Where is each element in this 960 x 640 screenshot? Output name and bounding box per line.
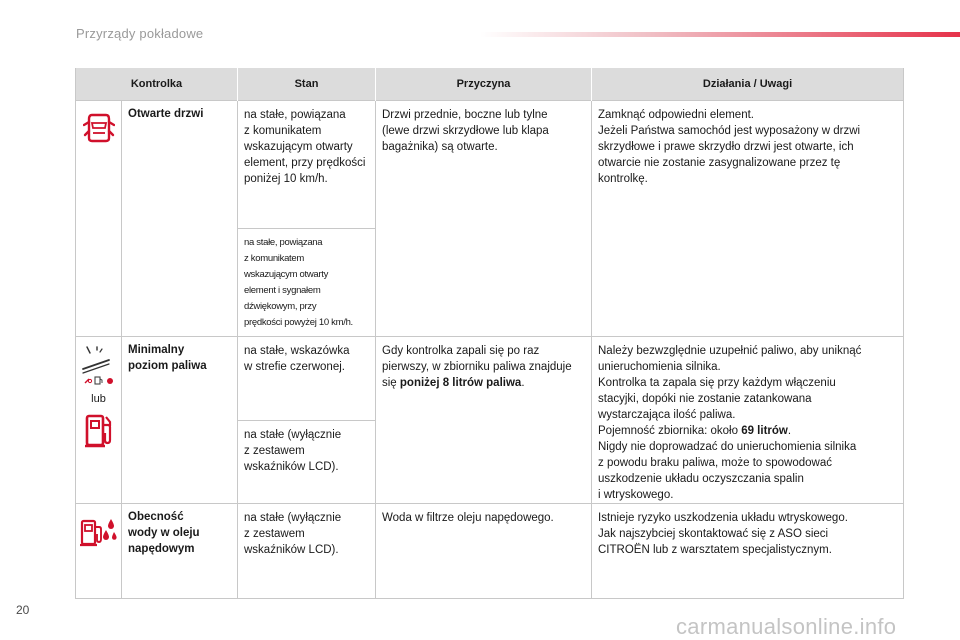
water-in-diesel-icon	[79, 516, 119, 548]
text-line: Obecność	[128, 510, 184, 523]
column-header-stan: Stan	[238, 68, 376, 100]
text-line: Gdy kontrolka zapali się po raz	[382, 344, 540, 357]
text-fragment: .	[521, 376, 525, 389]
row-action-water-in-diesel	[592, 503, 904, 598]
warning-lights-table	[75, 68, 904, 599]
text-line: Drzwi przednie, boczne lub tylne	[382, 108, 548, 121]
text-line	[598, 423, 897, 439]
text-line: prędkości powyżej 10 km/h.	[244, 316, 353, 328]
text-line	[382, 375, 585, 391]
table-row-low-fuel	[76, 336, 904, 421]
text-line: wskaźników LCD).	[244, 543, 339, 556]
text-line: wskazującym otwarty	[244, 140, 353, 153]
text-line: pierwszy, w zbiorniku paliwa znajduje	[382, 360, 572, 373]
text-line: poziom paliwa	[128, 359, 207, 372]
text-line: na stałe, powiązana	[244, 108, 346, 121]
text-line: Nigdy nie doprowadzać do unieruchomienia silnika	[598, 440, 857, 453]
text-line: stacyjki, dopóki nie zostanie zatankowana	[598, 392, 812, 405]
text-line: Jeżeli Państwa samochód jest wyposażony w drzwi	[598, 124, 861, 137]
fuel-gauge-icon	[79, 343, 119, 387]
text-line: Woda w filtrze oleju napędowego.	[382, 511, 554, 524]
text-line: CITROËN lub z warsztatem specjalistycznym.	[598, 543, 832, 556]
text-line: i wtryskowego.	[598, 488, 674, 501]
text-line: skrzydłowe i prawe skrzydło drzwi jest otwarte, ich	[598, 140, 854, 153]
text-line: poniżej 10 km/h.	[244, 172, 328, 185]
column-header-kontrolka: Kontrolka	[76, 68, 238, 100]
text-line: na stałe (wyłącznie	[244, 511, 342, 524]
text-line: Zamknąć odpowiedni element.	[598, 108, 754, 121]
or-label: lub	[91, 392, 106, 405]
text-line: unieruchomienia silnika.	[598, 360, 721, 373]
text-emphasis: 69 litrów	[741, 424, 788, 437]
text-line: na stałe, wskazówka	[244, 344, 350, 357]
icon-cell	[76, 336, 122, 503]
text-line: Istnieje ryzyko uszkodzenia układu wtryskowego.	[598, 511, 848, 524]
row-state-low-fuel-1	[238, 336, 376, 421]
text-fragment: Pojemność zbiornika: około	[598, 424, 742, 437]
text-line: Jak najszybciej skontaktować się z ASO sieci	[598, 527, 829, 540]
text-emphasis: poniżej 8 litrów paliwa	[399, 376, 522, 389]
header-accent-bar	[480, 32, 960, 37]
text-line: kontrolkę.	[598, 172, 648, 185]
row-state-open-door-1	[238, 100, 376, 228]
icon-cell	[76, 100, 122, 336]
text-line: wystarczająca ilość paliwa.	[598, 408, 736, 421]
watermark: carmanualsonline.info	[676, 614, 897, 639]
row-name-water-in-diesel	[122, 503, 238, 598]
text-line: otwarcie nie zostanie zasygnalizowane przez tę	[598, 156, 841, 169]
row-state-water-in-diesel	[238, 503, 376, 598]
page-number: 20	[16, 603, 30, 617]
text-line: wody w oleju	[128, 526, 200, 539]
text-line: element, przy prędkości	[244, 156, 366, 169]
row-state-low-fuel-2	[238, 421, 376, 503]
text-line: na stałe, powiązana	[244, 236, 323, 248]
page-header-title: Przyrządy pokładowe	[76, 26, 204, 41]
text-line: uszkodzenie układu oczyszczania spalin	[598, 472, 804, 485]
text-line: z zestawem	[244, 445, 305, 458]
text-line: (lewe drzwi skrzydłowe lub klapa	[382, 124, 549, 137]
row-cause-low-fuel	[376, 336, 592, 503]
text-line: wskaźników LCD).	[244, 461, 339, 474]
column-header-dzialania: Działania / Uwagi	[592, 68, 904, 100]
text-line: z komunikatem	[244, 124, 322, 137]
row-name-low-fuel	[122, 336, 238, 503]
row-name-open-door: Otwarte drzwi	[122, 100, 238, 336]
row-action-low-fuel	[592, 336, 904, 503]
row-cause-open-door	[376, 100, 592, 336]
text-line: na stałe (wyłącznie	[244, 429, 342, 442]
text-line: z komunikatem	[244, 252, 304, 264]
icon-cell	[76, 503, 122, 598]
text-line: Kontrolka ta zapala się przy każdym włączeniu	[598, 376, 836, 389]
column-header-przyczyna: Przyczyna	[376, 68, 592, 100]
row-action-open-door	[592, 100, 904, 336]
text-line: napędowym	[128, 542, 195, 555]
row-state-open-door-2	[238, 228, 376, 336]
text-line: dźwiękowym, przy	[244, 300, 317, 312]
text-line: z powodu braku paliwa, może to spowodować	[598, 456, 832, 469]
open-door-icon	[83, 111, 115, 145]
text-fragment: .	[787, 424, 792, 437]
text-line: wskazującym otwarty	[244, 268, 329, 280]
text-line: element i sygnałem	[244, 284, 321, 296]
text-line: bagażnika) są otwarte.	[382, 140, 498, 153]
fuel-pump-icon	[83, 413, 115, 449]
row-cause-water-in-diesel	[376, 503, 592, 598]
text-line: z zestawem	[244, 527, 305, 540]
text-fragment: się	[382, 376, 400, 389]
text-line: Należy bezwzględnie uzupełnić paliwo, aby uniknąć	[598, 344, 862, 357]
table-row-open-door	[76, 100, 904, 228]
text-line: Minimalny	[128, 343, 185, 356]
text-line: w strefie czerwonej.	[244, 360, 345, 373]
table-header-row	[76, 68, 904, 100]
table-row-water-in-diesel	[76, 503, 904, 598]
